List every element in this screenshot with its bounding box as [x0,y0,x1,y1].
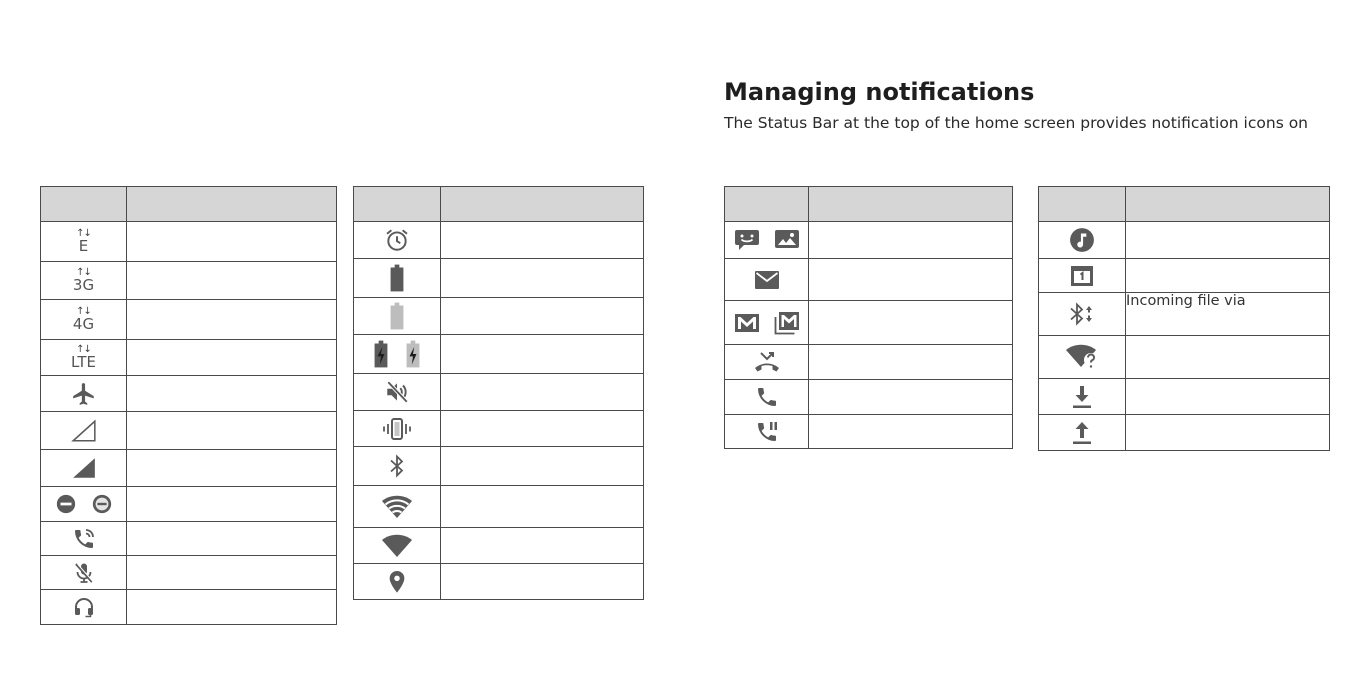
call-in-progress-icon [755,385,779,409]
table-row [354,411,644,447]
missed-call-icon [753,350,781,374]
description-cell [441,486,644,528]
description-cell [441,298,644,335]
wifi-open-network-icon [1065,343,1099,371]
battery-low-icon [388,302,406,330]
description-cell [127,340,337,376]
call-on-hold-icon [755,420,779,444]
icon-cell [1039,259,1126,293]
icon-cell [41,376,127,412]
full-signal-icon [71,456,97,480]
table-row [41,376,337,412]
table-row [41,487,337,522]
header-cell [441,187,644,222]
table-row [1039,259,1330,293]
table-row [41,590,337,625]
do-not-disturb-icon [55,493,77,515]
alarm-icon [384,227,410,253]
description-cell [441,374,644,411]
table-row [354,447,644,486]
sms-message-icon [734,228,760,252]
airplane-mode-icon [71,381,97,407]
edge-data-icon: ↑↓ E [76,228,91,255]
location-icon [386,569,408,595]
table-header-row [1039,187,1330,222]
icon-cell [41,487,127,522]
icon-cell [725,415,809,449]
table-row [1039,293,1330,336]
icon-cell [41,412,127,450]
icon-cell [725,222,809,259]
table-row [1039,222,1330,259]
table-row [354,259,644,298]
email-icon [754,270,780,290]
description-cell [441,222,644,259]
table-row [41,450,337,487]
icon-cell [41,450,127,487]
network-type-label: 4G [72,315,95,333]
4g-data-icon: ↑↓ 4G [72,306,95,333]
gmail-icon [734,312,760,334]
table-row [41,412,337,450]
table-row [354,335,644,374]
table-row [41,222,337,262]
icon-table-3 [724,186,1013,449]
header-cell [1039,187,1126,222]
upload-icon [1070,420,1094,446]
header-cell [1126,187,1330,222]
wifi-connected-icon [381,494,413,520]
icon-cell [41,300,127,340]
description-cell [441,447,644,486]
table-row [354,222,644,259]
description-cell [809,259,1013,301]
intro-text: The Status Bar at the top of the home screen provides notification icons on [724,114,1308,132]
description-cell [809,301,1013,345]
description-cell [1126,379,1330,415]
icon-cell [1039,415,1126,451]
description-cell [809,222,1013,259]
icon-cell [354,335,441,374]
battery-full-icon [388,264,406,292]
description-cell [441,259,644,298]
icon-cell [41,522,127,556]
description-cell [441,564,644,600]
table-row [725,380,1013,415]
description-cell [127,556,337,590]
lte-data-icon: ↑↓ LTE [71,344,96,371]
bluetooth-icon [387,453,407,479]
do-not-disturb-outline-icon [91,493,113,515]
icon-cell [354,374,441,411]
icon-cell [354,259,441,298]
mms-message-icon [774,228,800,252]
header-cell [127,187,337,222]
description-cell [809,415,1013,449]
description-cell [127,262,337,300]
table-row [354,298,644,335]
description-cell [127,376,337,412]
download-icon [1070,384,1094,410]
icon-cell [1039,379,1126,415]
table-row [725,222,1013,259]
description-cell [809,380,1013,415]
header-cell [809,187,1013,222]
table-row [725,301,1013,345]
icon-cell [354,486,441,528]
description-cell [127,450,337,487]
description-cell: Incoming file via [1126,293,1330,336]
icon-cell [41,590,127,625]
description-cell [809,345,1013,380]
description-cell [127,300,337,340]
table-row [41,556,337,590]
icon-cell [1039,222,1126,259]
description-cell [441,411,644,447]
icon-cell [354,222,441,259]
icon-table-4 [1038,186,1330,451]
icon-cell [41,556,127,590]
icon-cell [354,411,441,447]
description-cell [1126,336,1330,379]
headset-icon [72,595,96,619]
icon-cell [725,259,809,301]
network-type-label: LTE [71,353,96,371]
description-cell [1126,259,1330,293]
music-playing-icon [1069,227,1095,253]
calendar-event-icon [1070,265,1094,287]
network-type-label: 3G [72,276,95,294]
description-cell [127,487,337,522]
table-row [41,300,337,340]
table-row [725,259,1013,301]
icon-cell [41,262,127,300]
icon-cell [41,340,127,376]
icon-cell [354,564,441,600]
description-cell [441,335,644,374]
no-signal-icon [71,419,97,443]
mic-off-icon [72,561,96,585]
icon-cell [1039,293,1126,336]
description-cell [127,412,337,450]
battery-charging-icon [372,340,390,368]
table-header-row [725,187,1013,222]
speakerphone-call-icon [72,527,96,551]
icon-cell [725,301,809,345]
sound-muted-icon [384,379,410,405]
icon-table-2 [353,186,644,600]
description-cell [127,522,337,556]
table-row [1039,415,1330,451]
bluetooth-transfer-icon [1068,301,1096,327]
description-cell [127,222,337,262]
description-cell [1126,222,1330,259]
icon-cell [354,298,441,335]
table-row [354,564,644,600]
header-cell [725,187,809,222]
table-row [1039,379,1330,415]
description-cell [441,528,644,564]
icon-cell [1039,336,1126,379]
table-header-row [354,187,644,222]
header-cell [354,187,441,222]
vibrate-icon [382,416,412,442]
icon-cell [725,380,809,415]
header-cell [41,187,127,222]
table-row [41,262,337,300]
table-row [41,522,337,556]
description-cell [1126,415,1330,451]
icon-cell [354,528,441,564]
table-row [725,415,1013,449]
table-row [354,528,644,564]
icon-cell [725,345,809,380]
table-row [354,374,644,411]
page-title: Managing notifications [724,78,1035,106]
icon-table-1 [40,186,337,625]
table-row [41,340,337,376]
wifi-full-icon [381,533,413,559]
table-row [725,345,1013,380]
network-type-label: E [78,237,89,255]
table-header-row [41,187,337,222]
description-cell [127,590,337,625]
table-row [354,486,644,528]
3g-data-icon: ↑↓ 3G [72,267,95,294]
icon-cell [354,447,441,486]
gmail-multiple-icon [774,311,800,335]
icon-cell [41,222,127,262]
table-row [1039,336,1330,379]
battery-charging-light-icon [404,340,422,368]
